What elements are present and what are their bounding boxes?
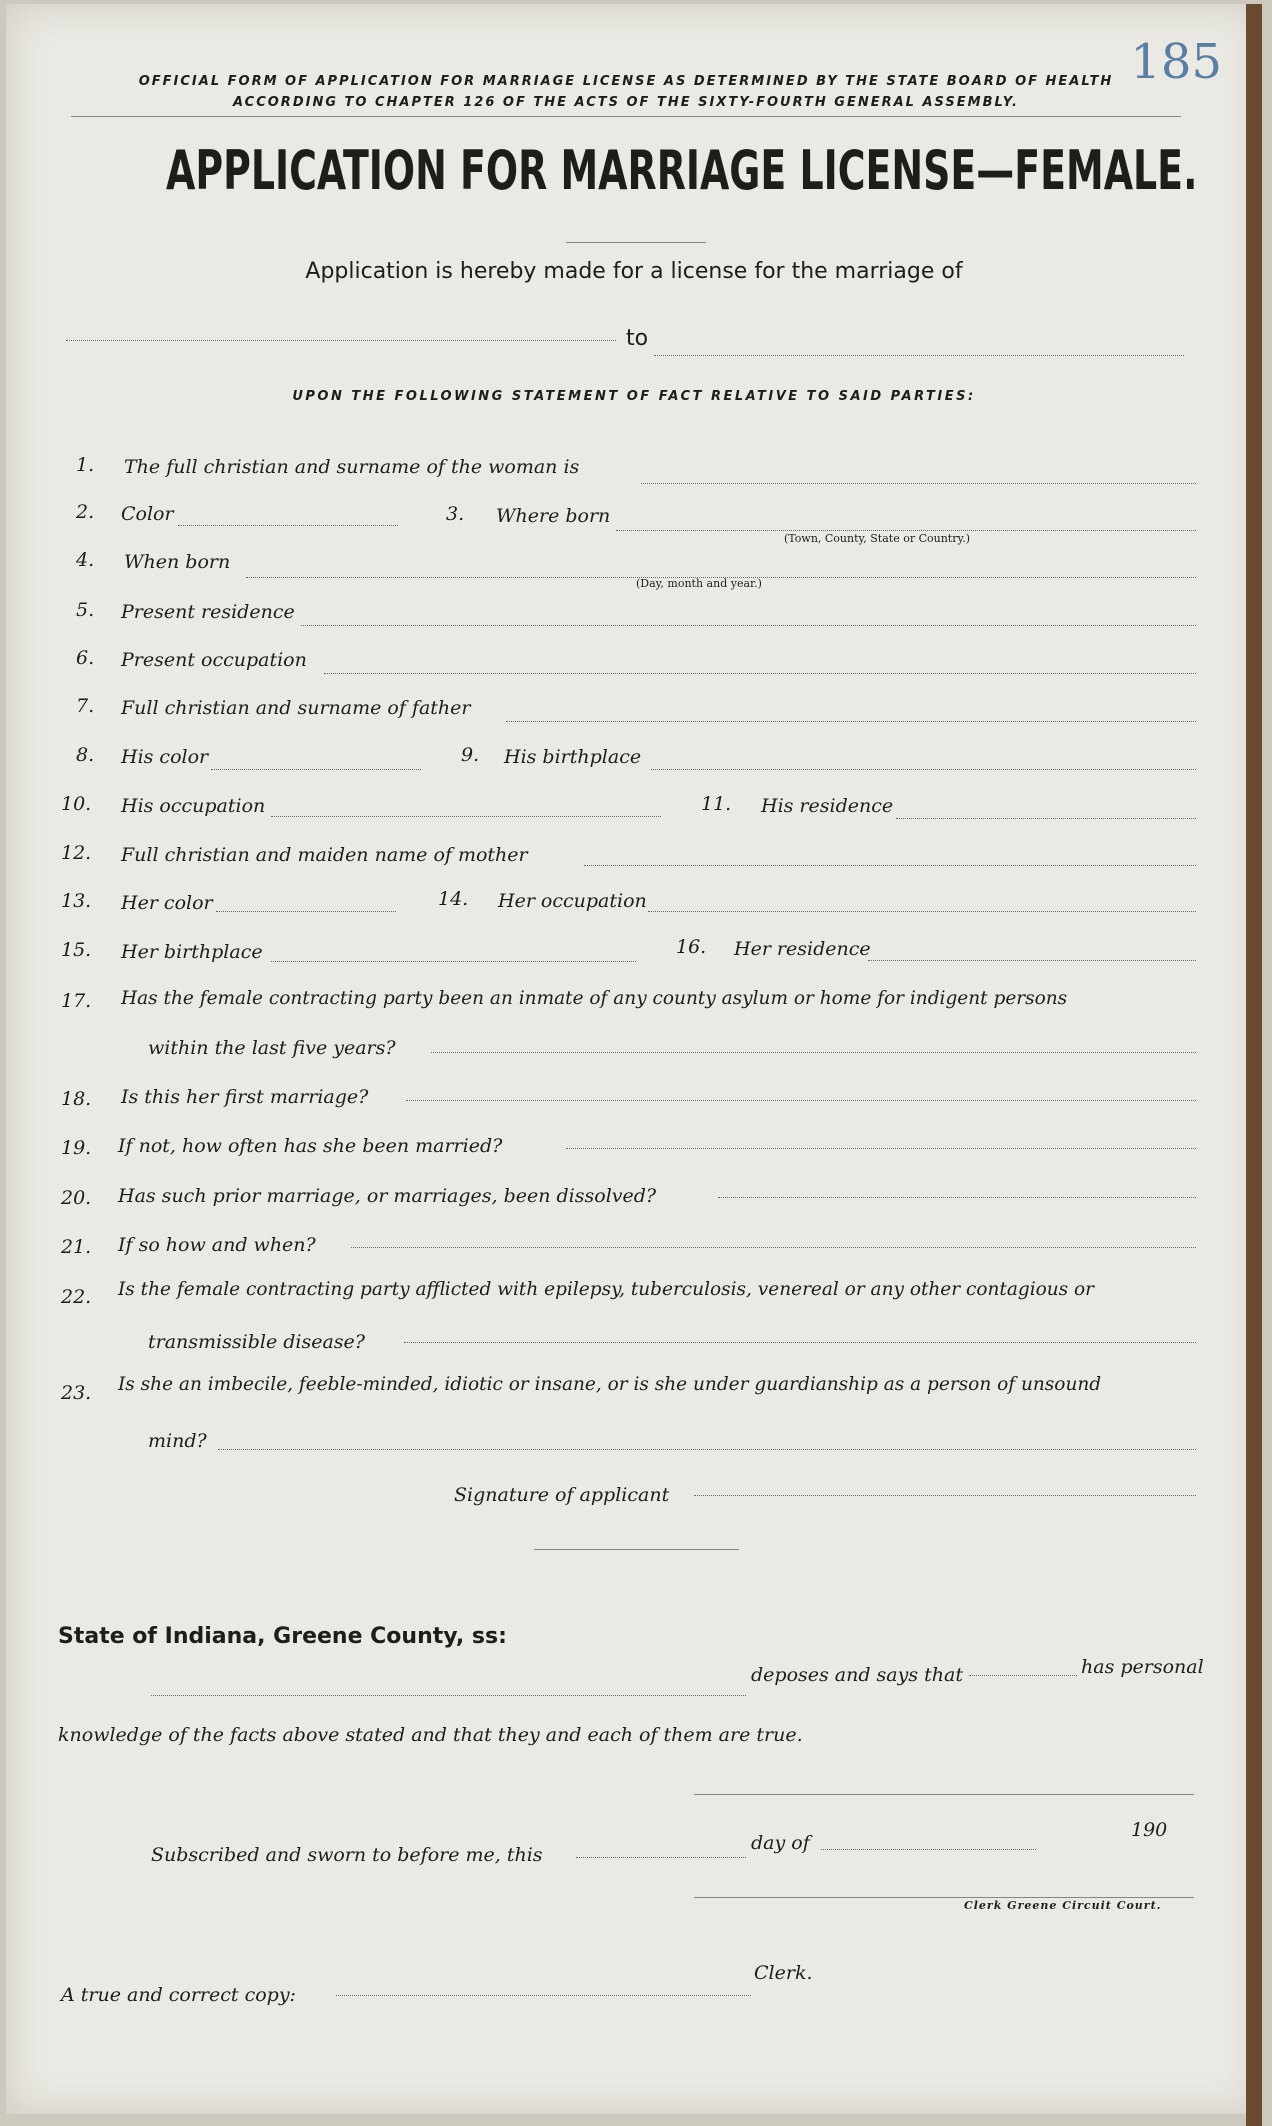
item-9-number: 9. [461,744,480,766]
item-12-number: 12. [61,842,92,864]
witness-field[interactable] [969,1674,1077,1676]
day-of-label: day of [751,1832,810,1854]
item-6-number: 6. [76,647,95,669]
party2-field[interactable] [654,354,1184,356]
clerk-label: Clerk. [754,1962,813,1984]
item-1-number: 1. [76,454,95,476]
item-8-field[interactable] [211,768,421,770]
item-1-label: The full christian and surname of the woman is [124,456,580,478]
signature-field[interactable] [694,1494,1196,1496]
item-7-label: Full christian and surname of father [121,697,471,719]
item-22-label-line-1: Is the female contracting party afflicted with epilepsy, tuberculosis, venereal or any other contagious or [118,1279,1095,1300]
item-23-number: 23. [61,1382,92,1404]
item-6-label: Present occupation [121,649,307,671]
item-4-label: When born [124,551,231,573]
party1-field[interactable] [66,339,616,341]
state-county-heading: State of Indiana, Greene County, ss: [58,1624,507,1649]
item-15-number: 15. [61,939,92,961]
clerk-signature-line[interactable] [694,1897,1194,1898]
year-label: 190 [1131,1819,1168,1841]
item-12-field[interactable] [584,864,1196,866]
item-7-number: 7. [76,695,95,717]
item-20-field[interactable] [718,1196,1196,1198]
month-field[interactable] [821,1848,1036,1850]
item-3-label: Where born [496,505,611,527]
item-12-label: Full christian and maiden name of mother [121,844,528,866]
item-23-label-line-2: mind? [148,1430,207,1452]
item-18-field[interactable] [406,1099,1196,1101]
item-6-field[interactable] [324,672,1196,674]
item-3-number: 3. [446,503,465,525]
clerk-court-label: Clerk Greene Circuit Court. [964,1899,1162,1912]
item-16-label: Her residence [734,938,871,960]
deponent-field[interactable] [151,1694,746,1696]
item-2-number: 2. [76,501,95,523]
item-9-label: His birthplace [504,746,642,768]
item-19-field[interactable] [566,1147,1196,1149]
item-5-field[interactable] [301,624,1196,626]
item-14-field[interactable] [648,910,1196,912]
item-13-field[interactable] [216,910,396,912]
item-2-label: Color [121,503,174,525]
intro-text: Application is hereby made for a license for the marriage of [305,259,963,284]
true-copy-label: A true and correct copy: [61,1984,296,2006]
item-17-field[interactable] [431,1051,1196,1053]
item-21-field[interactable] [351,1246,1196,1248]
item-10-label: His occupation [121,795,266,817]
item-9-field[interactable] [651,768,1196,770]
day-field[interactable] [576,1856,746,1858]
page-number: 185 [1130,34,1222,90]
item-2-field[interactable] [178,524,398,526]
signature-separator [534,1549,739,1550]
item-8-label: His color [121,746,209,768]
item-17-label-line-1: Has the female contracting party been an inmate of any county asylum or home for indigent persons [121,988,1068,1009]
item-15-label: Her birthplace [121,941,263,963]
item-8-number: 8. [76,744,95,766]
header-line-2: ACCORDING TO CHAPTER 126 OF THE ACTS OF THE SIXTY-FOURTH GENERAL ASSEMBLY. [233,95,1019,110]
item-17-label-line-2: within the last five years? [148,1037,396,1059]
book-binding [1246,4,1262,2126]
subscribed-label: Subscribed and sworn to before me, this [151,1844,543,1866]
item-10-number: 10. [61,793,92,815]
item-11-field[interactable] [896,817,1196,819]
item-5-number: 5. [76,599,95,621]
upon-heading: UPON THE FOLLOWING STATEMENT OF FACT RELATIVE TO SAID PARTIES: [292,389,976,404]
item-23-label-line-1: Is she an imbecile, feeble-minded, idiotic or insane, or is she under guardianship as a person of unsound [118,1374,1102,1395]
item-14-number: 14. [438,888,469,910]
item-13-number: 13. [61,890,92,912]
item-11-label: His residence [761,795,894,817]
item-10-field[interactable] [271,815,661,817]
title-rule [566,242,706,243]
item-19-number: 19. [61,1137,92,1159]
when-born-note: (Day, month and year.) [636,577,762,590]
affiant-signature-line[interactable] [694,1794,1194,1795]
item-14-label: Her occupation [498,890,647,912]
form-page [6,4,1262,2114]
item-20-label: Has such prior marriage, or marriages, been dissolved? [118,1185,657,1207]
item-23-field[interactable] [218,1448,1196,1450]
true-copy-field[interactable] [336,1994,751,1996]
item-16-number: 16. [676,936,707,958]
item-15-field[interactable] [271,960,636,962]
item-22-field[interactable] [404,1341,1196,1343]
item-7-field[interactable] [506,720,1196,722]
item-18-label: Is this her first marriage? [121,1086,369,1108]
form-title: APPLICATION FOR MARRIAGE LICENSE—FEMALE. [166,139,1198,202]
item-22-label-line-2: transmissible disease? [148,1331,365,1353]
header-rule [71,116,1181,117]
item-16-field[interactable] [868,959,1196,961]
header-line-1: OFFICIAL FORM OF APPLICATION FOR MARRIAGE LICENSE AS DETERMINED BY THE STATE BOARD OF HEALTH [138,74,1114,89]
item-4-number: 4. [76,549,95,571]
has-personal-label: has personal [1081,1656,1204,1678]
signature-label: Signature of applicant [454,1484,670,1506]
deposes-label: deposes and says that [751,1664,963,1686]
item-21-number: 21. [61,1236,92,1258]
item-20-number: 20. [61,1187,92,1209]
item-11-number: 11. [701,793,732,815]
knowledge-text: knowledge of the facts above stated and that they and each of them are true. [58,1724,803,1746]
item-18-number: 18. [61,1088,92,1110]
to-text: to [626,326,649,351]
item-13-label: Her color [121,892,213,914]
item-17-number: 17. [61,990,92,1012]
item-19-label: If not, how often has she been married? [118,1135,503,1157]
item-21-label: If so how and when? [118,1234,316,1256]
where-born-note: (Town, County, State or Country.) [784,532,971,545]
item-3-field[interactable] [616,529,1196,531]
item-5-label: Present residence [121,601,295,623]
item-22-number: 22. [61,1286,92,1308]
item-1-field[interactable] [641,482,1196,484]
